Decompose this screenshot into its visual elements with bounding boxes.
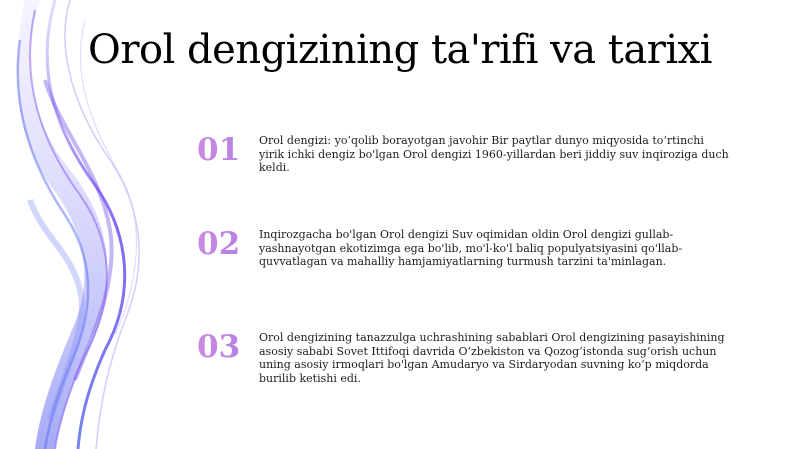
item-number: 01 xyxy=(197,132,252,168)
slide-title: Orol dengizining ta'rifi va tarixi xyxy=(88,27,712,73)
item-number: 02 xyxy=(197,226,252,262)
item-number: 03 xyxy=(197,329,252,365)
item-text: Orol dengizi: yo‘qolib borayotgan javohir Bir paytlar dunyo miqyosida to‘rtinchi yirik ichki dengiz bo'lgan Orol dengizi 1960-yillardan beri jiddiy suv inqiroziga duch keldi. xyxy=(259,134,729,175)
item-text: Orol dengizining tanazzulga uchrashining sabablari Orol dengizining pasayishining asosiy sababi Sovet Ittifoqi davrida O‘zbekiston va Qozog‘istonda sug‘orish uchun uning asosiy irmoqlari bo'lgan Amudaryo va Sirdaryodan suvning ko‘p miqdorda burilib ketishi edi. xyxy=(259,331,725,385)
item-text: Inqirozgacha bo'lgan Orol dengizi Suv oqimidan oldin Orol dengizi gullab-yashnayotgan ekotizimga ega bo'lib, mo'l-ko'l baliq populyatsiyasini qo'llab-quvvatlagan va mahalliy hamjamiyatlarning turmush tarzini ta'minlagan. xyxy=(259,228,683,269)
